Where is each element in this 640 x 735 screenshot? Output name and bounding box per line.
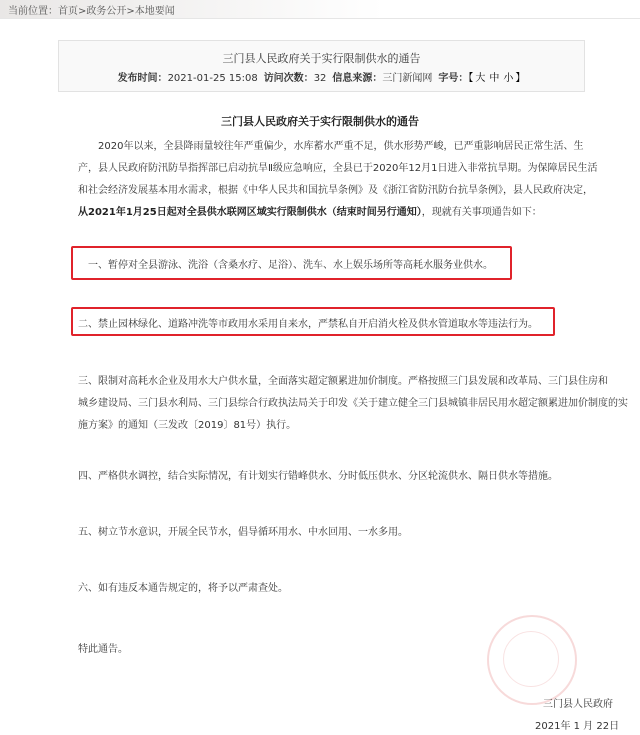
source-value: 三门新闻网: [382, 73, 433, 84]
intro-paragraph: [78, 136, 598, 224]
header-title: 三门县人民政府关于实行限制供水的通告: [222, 52, 421, 65]
bracket-close: 】: [515, 73, 526, 84]
seal-watermark: [487, 615, 577, 705]
article-header: [58, 40, 585, 92]
breadcrumb-separator: >: [78, 6, 87, 17]
issuer-signature: 三门县人民政府: [543, 699, 613, 710]
intro-text: 2020年以来，全县降雨量较往年严重偏少，水库蓄水严重不足，供水形势严峻，已严重影响居民正常生活、生产，县人民政府防汛防旱指挥部已启动抗旱Ⅱ级应急响应，全县已于2020年12月1日进入非常抗旱期。为保障居民生活和社会经济发展基本用水需求，根据《中华人民共和国抗旱条例》及《浙江省防汛防台抗旱条例》，县人民政府决定，: [78, 141, 598, 196]
notice-item-3-line-1: 三、限制对高耗水企业及用水大户供水量，全面落实超定额累进加价制度。严格按照三门县发展和改革局、三门县住房和: [78, 376, 608, 387]
publish-time: 2021-01-25 15:08: [167, 73, 258, 84]
highlight-box-1: [71, 246, 512, 280]
notice-item-4: 四、严格供水调控，结合实际情况，有计划实行错峰供水、分时低压供水、分区轮流供水、隔日供水等措施。: [78, 471, 558, 482]
bracket-open: 【: [468, 73, 474, 84]
font-size-switcher: [468, 73, 525, 84]
visits-label: 访问次数：: [263, 73, 314, 84]
notice-item-6: 六、如有违反本通告规定的，将予以严肃查处。: [78, 583, 288, 594]
breadcrumb-section-link[interactable]: 政务公开: [86, 6, 127, 17]
intro-tail: ，现就有关事项通告如下：: [421, 207, 542, 218]
font-size-small-link[interactable]: 小: [503, 73, 514, 84]
font-size-large-link[interactable]: 大: [475, 73, 486, 84]
font-size-label: 字号：: [438, 73, 469, 84]
issue-date: 2021年 1 月 22日: [535, 721, 620, 732]
breadcrumb-prefix: 当前位置：: [8, 6, 58, 17]
breadcrumb-home-link[interactable]: 首页: [58, 6, 78, 17]
font-size-medium-link[interactable]: 中: [489, 73, 500, 84]
notice-item-2: 二、禁止园林绿化、道路冲洗等市政用水采用自来水，严禁私自开启消火栓及供水管道取水等违法行为。: [78, 319, 538, 330]
breadcrumb-separator: >: [126, 6, 135, 17]
breadcrumb: [8, 2, 175, 17]
visit-count: 32: [313, 73, 327, 84]
article-title: 三门县人民政府关于实行限制供水的通告: [221, 115, 419, 128]
source-label: 信息来源：: [332, 73, 383, 84]
closing-line: 特此通告。: [78, 644, 128, 655]
notice-item-1: 一、暂停对全县游泳、洗浴（含桑水疗、足浴）、洗车、水上娱乐场所等高耗水服务业供水。: [88, 260, 493, 271]
breadcrumb-bar: [0, 0, 640, 19]
article-meta: [59, 69, 584, 84]
seal-inner-ring: [503, 631, 559, 687]
notice-item-3-line-2: 城乡建设局、三门县水利局、三门县综合行政执法局关于印发《关于建立健全三门县城镇非居民用水超定额累进加价制度的实: [78, 398, 628, 409]
publish-time-label: 发布时间：: [117, 73, 168, 84]
highlight-box-2: [71, 307, 555, 336]
intro-emphasis: 从2021年1月25日起对全县供水联网区域实行限制供水（结束时间另行通知）: [78, 207, 422, 218]
notice-item-3-line-3: 施方案》的通知（三发改〔2019〕81号）执行。: [78, 420, 297, 431]
notice-item-5: 五、树立节水意识，开展全民节水，倡导循环用水、中水回用、一水多用。: [78, 527, 408, 538]
breadcrumb-current-link[interactable]: 本地要闻: [134, 6, 175, 17]
